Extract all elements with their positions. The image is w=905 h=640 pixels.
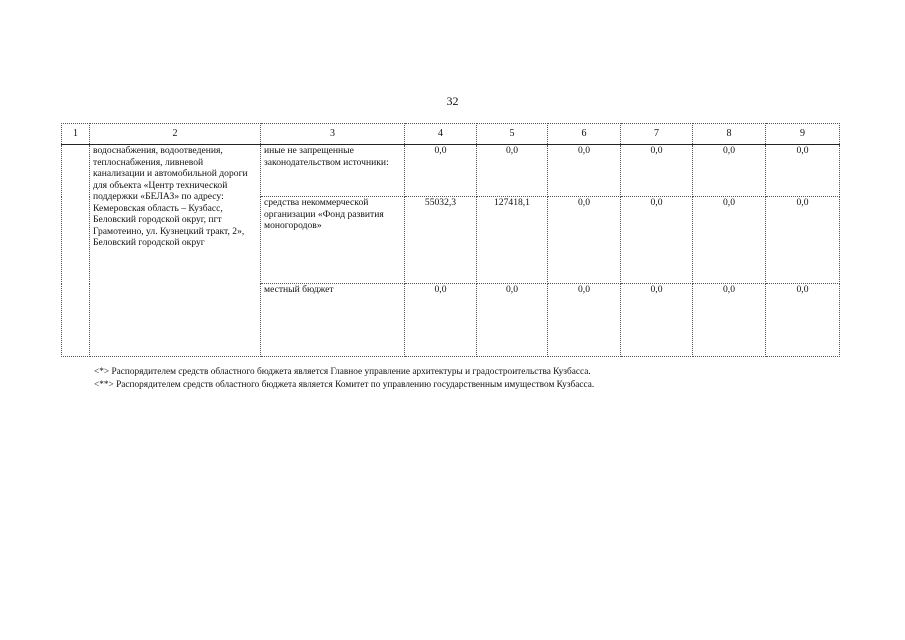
column-header: 4 xyxy=(405,124,477,145)
column-header: 3 xyxy=(261,124,405,145)
funding-source-cell: местный бюджет xyxy=(261,284,405,357)
column-header: 9 xyxy=(766,124,840,145)
value-cell: 0,0 xyxy=(693,145,766,197)
value-cell: 0,0 xyxy=(693,284,766,357)
value-cell: 0,0 xyxy=(766,284,840,357)
funding-source-cell: иные не запрещенные законодательством источники: xyxy=(261,145,405,197)
value-cell: 0,0 xyxy=(621,197,693,284)
value-cell: 55032,3 xyxy=(405,197,477,284)
object-description-cell: водоснабжения, водоотведения, теплоснабжения, ливневой канализации и автомобильной дороги для объекта «Центр технической поддержки «БЕЛАЗ» по адресу: Кемеровская область – Кузбасс, Беловский городской округ, пгт Грамотеино, ул. Кузнецкий тракт, 2», Беловский городской округ xyxy=(90,145,261,357)
page-number: 32 xyxy=(446,94,459,108)
value-cell: 0,0 xyxy=(405,145,477,197)
budget-table xyxy=(61,123,840,357)
column-header: 8 xyxy=(693,124,766,145)
value-cell: 0,0 xyxy=(477,145,548,197)
value-cell: 0,0 xyxy=(621,284,693,357)
value-cell: 0,0 xyxy=(405,284,477,357)
value-cell: 0,0 xyxy=(477,284,548,357)
footnote: <*> Распорядителем средств областного бюджета является Главное управление архитектуры и градостроительства Кузбасса. xyxy=(94,367,591,377)
value-cell: 0,0 xyxy=(621,145,693,197)
value-cell: 0,0 xyxy=(766,145,840,197)
footnote: <**> Распорядителем средств областного бюджета является Комитет по управлению государственным имуществом Кузбасса. xyxy=(94,380,595,390)
value-cell: 0,0 xyxy=(548,145,621,197)
column-header: 7 xyxy=(621,124,693,145)
value-cell: 0,0 xyxy=(693,197,766,284)
column-header: 1 xyxy=(62,124,90,145)
value-cell: 0,0 xyxy=(548,284,621,357)
row-number-cell xyxy=(62,145,90,357)
value-cell: 127418,1 xyxy=(477,197,548,284)
column-header: 2 xyxy=(90,124,261,145)
footnotes xyxy=(94,366,594,392)
funding-source-cell: средства некоммерческой организации «Фонд развития моногородов» xyxy=(261,197,405,284)
column-header: 6 xyxy=(548,124,621,145)
table-header-row xyxy=(62,124,840,145)
table-row xyxy=(62,145,840,197)
column-header: 5 xyxy=(477,124,548,145)
value-cell: 0,0 xyxy=(548,197,621,284)
value-cell: 0,0 xyxy=(766,197,840,284)
